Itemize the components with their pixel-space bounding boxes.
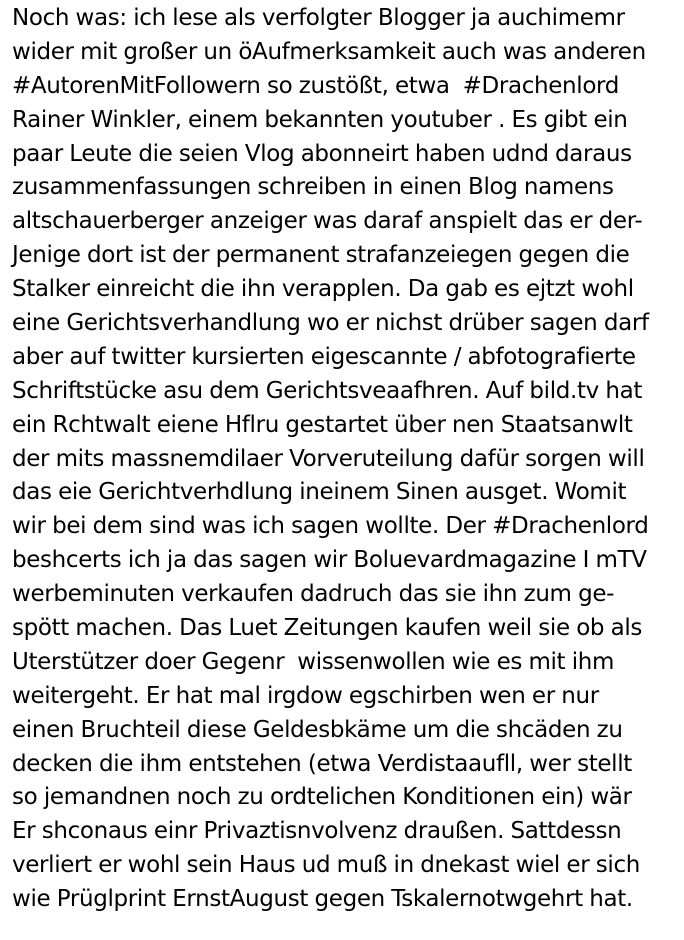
text-line-6: zusammenfassungen schreiben in einen Blog namens	[12, 174, 614, 201]
text-line-20: Uterstützer doer Gegenr wissenwollen wie es mit ihm	[12, 648, 615, 675]
body-text	[12, 2, 680, 917]
text-line-7: altschauerberger anzeiger was daraf anspielt das er der-	[12, 208, 643, 235]
text-line-8: Jenige dort ist der permanent strafanzeiegen gegen die	[12, 242, 630, 269]
text-line-10: eine Gerichtsverhandlung wo er nichst drüber sagen darf	[12, 310, 649, 337]
text-line-2: wider mit großer un öAufmerksamkeit auch was anderen	[12, 38, 646, 65]
text-line-17: beshcerts ich ja das sagen wir Boluevardmagazine I mTV	[12, 547, 647, 574]
text-line-14: der mits massnemdilaer Vorveruteilung dafür sorgen will	[12, 445, 645, 472]
text-line-19: spött machen. Das Luet Zeitungen kaufen weil sie ob als	[12, 615, 643, 642]
text-line-26: verliert er wohl sein Haus ud muß in dnekast wiel er sich	[12, 852, 640, 879]
text-line-16: wir bei dem sind was ich sagen wollte. Der #Drachenlord	[12, 513, 649, 540]
text-line-5: paar Leute die seien Vlog abonneirt haben udnd daraus	[12, 140, 632, 167]
text-line-21: weitergeht. Er hat mal irgdow egschirben wen er nur	[12, 682, 599, 709]
text-line-18: werbeminuten verkaufen dadruch das sie ihn zum ge-	[12, 581, 615, 608]
text-line-22: einen Bruchteil diese Geldesbkäme um die shcäden zu	[12, 716, 623, 743]
text-line-1: Noch was: ich lese als verfolgter Blogger ja auchimemr	[12, 5, 625, 31]
text-line-11: aber auf twitter kursierten eigescannte / abfotografierte	[12, 343, 636, 370]
text-line-3: #AutorenMitFollowern so zustößt, etwa #Drachenlord	[12, 72, 619, 99]
text-line-15: das eie Gerichtverhdlung ineinem Sinen ausget. Womit	[12, 479, 627, 506]
text-line-9: Stalker einreicht die ihn verapplen. Da gab es ejtzt wohl	[12, 276, 634, 303]
text-line-4: Rainer Winkler, einem bekannten youtuber . Es gibt ein	[12, 106, 628, 133]
text-line-27: wie Prüglprint ErnstAugust gegen Tskalernotwgehrt hat.	[12, 886, 633, 913]
text-line-23: decken die ihm entstehen (etwa Verdistaaufll, wer stellt	[12, 750, 632, 777]
text-line-25: Er shconaus einr Privaztisnvolvenz draußen. Sattdessn	[12, 818, 622, 845]
text-line-12: Schriftstücke asu dem Gerichtsveaafhren. Auf bild.tv hat	[12, 377, 643, 404]
text-line-13: ein Rchtwalt eiene Hflru gestartet über nen Staatsanwlt	[12, 411, 633, 438]
text-line-24: so jemandnen noch zu ordtelichen Konditionen ein) wär	[12, 784, 632, 811]
